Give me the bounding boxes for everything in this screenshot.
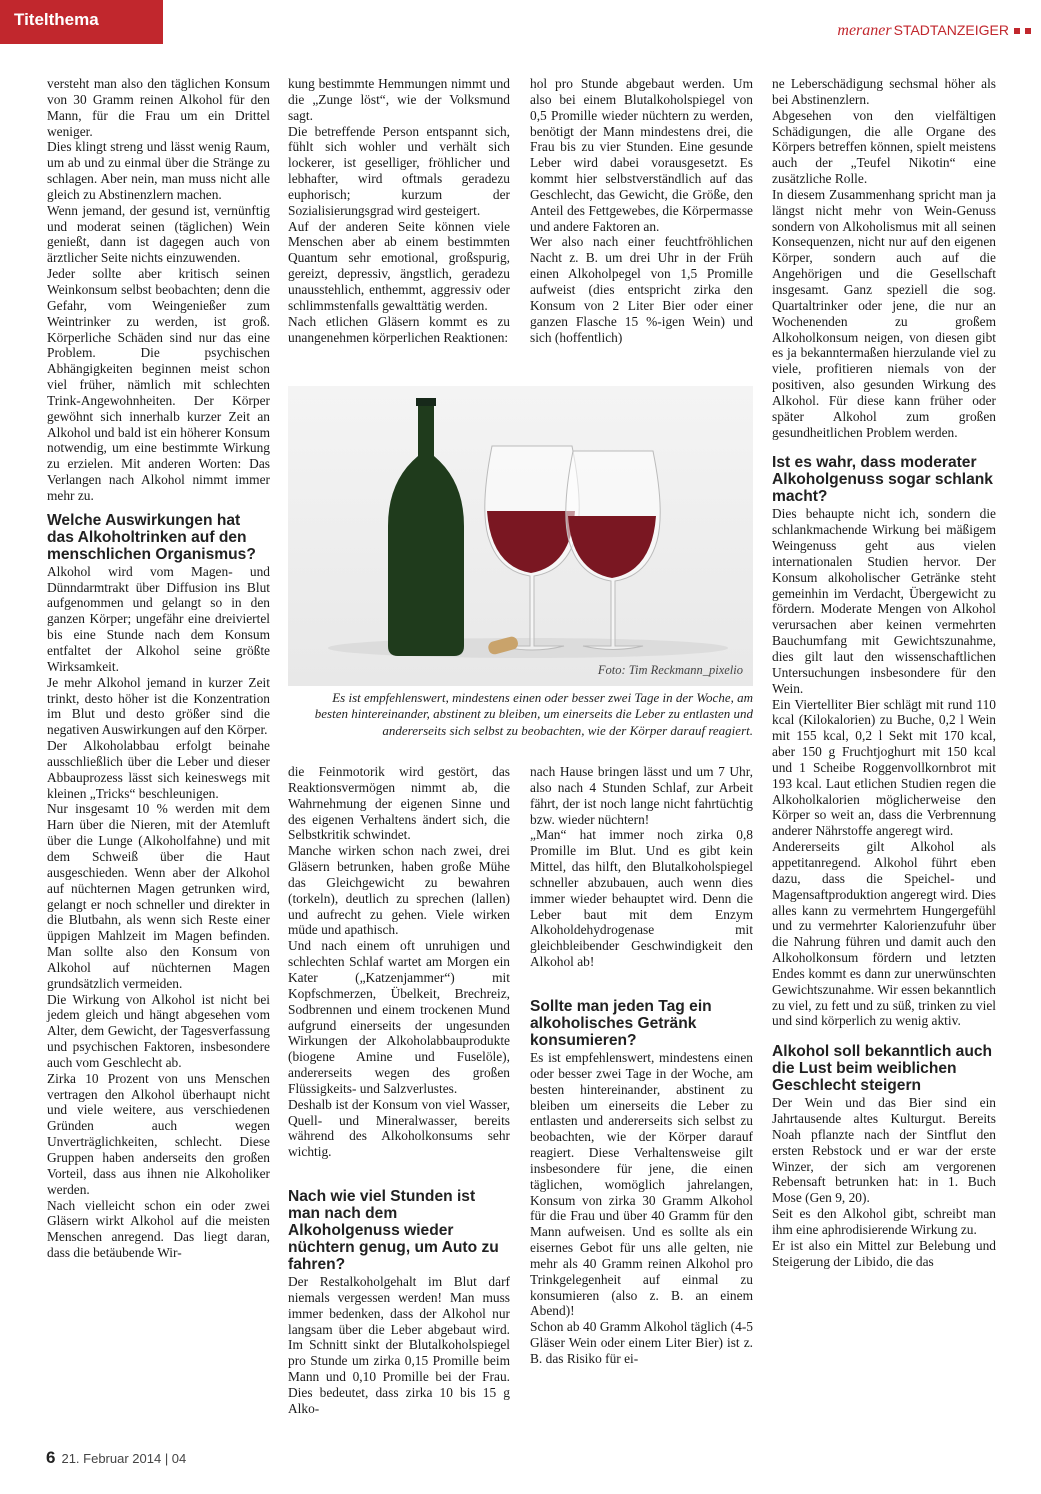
- paragraph: Abgesehen von den vielfältigen Schädigungen, die alle Organe des Körpers betreffen können, spielt meistens auch der „Teufel Nikotin“ eine zusätzliche Rolle.: [772, 107, 996, 187]
- section-tab: [0, 0, 163, 44]
- paragraph: Die Wirkung von Alkohol ist nicht bei jedem gleich und hängt abgesehen vom Alter, dem Gewicht, der Tagesverfassung und psychischen Faktoren, insbesondere auch vom Geschlecht ab.: [47, 991, 270, 1070]
- paragraph: Der Alkoholabbau erfolgt beinahe ausschließlich über die Leber und dieser Abbauprozess lässt sich keineswegs mit kleinen „Tricks“ beschleunigen.: [47, 738, 270, 801]
- section-label: Titelthema: [14, 10, 99, 29]
- photo-caption: Es ist empfehlenswert, mindestens einen oder besser zwei Tage in der Woche, am besten hintereinander, abstinent zu bleiben, um einerseits die Leber zu entlasten und andererseits sich selbst zu beobachten, wie der Körper darauf reagiert.: [314, 690, 753, 738]
- paragraph: Wenn jemand, der gesund ist, vernünftig und moderat seinen (täglichen) Wein genießt, dann ist dagegen auch von ärztlicher Seite nichts einzuwenden.: [47, 202, 270, 266]
- paragraph: Es ist empfehlenswert, mindestens einen oder besser zwei Tage in der Woche, am besten hintereinander, abstinent zu bleiben um einerseits die Leber zu entlasten und andererseits sich selbst zu beobachten, wie der Körper darauf reagiert. Diese Verhaltensweise gilt insbesondere für jene, die einen täglichen, womöglich jahrelangen, Konsum von zirka 30 Gramm Alkohol für die Frau und über 40 Gramm für den Mann aufweisen. Und es sollte als ein eisernes Gebot für uns alle gelten, nie mehr als 40 Gramm reinen Alkohol pro Trinkgelegenheit auf einmal zu konsumieren (also z. B. an einem Abend)!: [530, 1049, 753, 1319]
- column-4: [772, 76, 996, 1270]
- column-1: [47, 76, 270, 1261]
- paragraph: Der Restalkoholgehalt im Blut darf niemals vergessen werden! Man muss immer bedenken, dass der Alkohol nur langsam über die Leber abgebaut wird. Im Schnitt sinkt der Blutalkoholspiegel pro Stunde um zirka 0,15 Promille beim Mann und 0,10 Promille bei der Frau. Dies bedeutet, dass zirka 10 bis 15 g Alko-: [288, 1274, 510, 1416]
- paragraph: kung bestimmte Hemmungen nimmt und die „Zunge löst“, wie der Volksmund sagt.: [288, 76, 510, 123]
- paragraph: Und nach einem oft unruhigen und schlechten Schlaf wartet am Morgen ein Kater („Katzenjammer“) mit Kopfschmerzen, Übelkeit, Brechreiz, Sodbrennen und einem trockenen Mund aufgrund einerseits der ungesunden Wirkungen der Alkoholabbauprodukte (biogene Amine und Fuselöle), andererseits wegen des großen Flüssigkeits- und Salzverlustes.: [288, 938, 510, 1096]
- column-2-top: [288, 76, 510, 345]
- paragraph: In diesem Zusammenhang spricht man ja längst nicht mehr von Wein-Genuss sondern von Alkoholismus mit all seinen Konsequenzen, nicht nur auf den eigenen Körper, sondern auch auf die Angehörigen und die Gesellschaft insgesamt. Ganz speziell die sog. Quartaltrinker oder jene, die nur an Wochenenden zu großem Alkoholkonsum neigen, von diesen gibt es ja bekanntermaßen hierzulande viel zu viele, profitieren niemals von der positiven, also gesunden Wirkung des Alkohol. Für diese kann früher oder später Alkohol zum großen gesundheitlichen Problem werden.: [772, 186, 996, 440]
- section-heading: Sollte man jeden Tag ein alkoholisches Getränk konsumieren?: [530, 997, 712, 1049]
- paragraph: Je mehr Alkohol jemand in kurzer Zeit trinkt, desto höher ist die Konzentration im Blut und desto größer sind die negativen Auswirkungen auf den Körper.: [47, 674, 270, 738]
- paragraph: hol pro Stunde abgebaut werden. Um also bei einem Blutalkoholspiegel von 0,5 Promille wieder nüchtern zu werden, benötigt der Mann mindestens drei, die Frau bis zu vier Stunden. Eine gesunde Leber wird dabei vorausgesetzt. Es kommt hier selbstverständlich auf das Geschlecht, das Gewicht, die Größe, den Anteil des Fettgewebes, die Körpermasse und andere Faktoren an.: [530, 76, 753, 234]
- wine-bottle-glasses-image: [288, 386, 753, 686]
- issue-date: 21. Februar 2014 | 04: [61, 1451, 187, 1466]
- column-3-bottom: [530, 764, 753, 1367]
- paragraph: Die betreffende Person entspannt sich, fühlt sich wohler und verhält sich lockerer, ist geselliger, fröhlicher und lebhafter, wird oftmals geradezu euphorisch; kurzum der Sozialisierungsgrad wird gesteigert.: [288, 123, 510, 218]
- wine-photo: [288, 386, 753, 686]
- brand-script: meraner: [837, 22, 892, 39]
- page-number: 6: [46, 1448, 56, 1467]
- brand-square-icon: [1014, 28, 1020, 34]
- paragraph: Andererseits gilt Alkohol als appetitanregend. Alkohol führt eben dazu, dass die Speichel- und Magensaftproduktion angeregt wird. Dies alles kann zu vermehrtem Hungergefühl und zu vermehrter Kalorienzufuhr über die Nahrung führen und damit auch den Alkoholkonsum fördern und letzten Endes kommt es dann zur unerwünschten Gewichtszunahme. Wir essen bekanntlich zu viel, zu fett und zu süß, trinken zu viel und sind körperlich zu wenig aktiv.: [772, 839, 996, 1029]
- section-heading: Ist es wahr, dass moderater Alkoholgenuss sogar schlank macht?: [772, 454, 993, 506]
- paragraph: Wer also nach einer feuchtfröhlichen Nacht z. B. um drei Uhr in der Früh einen Alkoholpegel von 1,5 Promille aufweist (dies entspricht zirka den Konsum von 2 Liter Bier oder einer ganzen Flasche 15 %-igen Wein) und sich (hoffentlich): [530, 234, 753, 345]
- paragraph: Auf der anderen Seite können viele Menschen aber ab einem bestimmten Quantum sehr emotional, großspurig, gereizt, depressiv, ängstlich, geradezu unausstehlich, enthemmt, aggressiv oder schlimmstenfalls gewalttätig werden.: [288, 218, 510, 313]
- paragraph: Nach vielleicht schon ein oder zwei Gläsern wirkt Alkohol auf die meisten Menschen anregend. Das liegt daran, dass die betäubende Wir-: [47, 1197, 270, 1261]
- paragraph: Zirka 10 Prozent von uns Menschen vertragen den Alkohol überhaupt nicht und viele weitere, aus verschiedenen Gründen auch wegen Unverträglichkeiten, schlecht. Diese Gruppen haben anderseits den großen Vorteil, dass aus ihnen nie Alkoholiker werden.: [47, 1070, 270, 1197]
- paragraph: Der Wein und das Bier sind ein Jahrtausende altes Kulturgut. Bereits Noah pflanzte nach der Sintflut den ersten Rebstock und er war der erste Winzer, der sich am vergorenen Rebensaft betrunken hat: in 1. Buch Mose (Gen 9, 20).: [772, 1095, 996, 1206]
- publication-logo: [837, 22, 1031, 40]
- paragraph: die Feinmotorik wird gestört, das Reaktionsvermögen nimmt ab, die Wahrnehmung der eigenen Sinne und des eigenen Verhaltens ändert sich, die Selbstkritik schwindet.: [288, 764, 510, 843]
- brand-text: STADTANZEIGER: [893, 22, 1009, 38]
- paragraph: Jeder sollte aber kritisch seinen Weinkonsum selbst beobachten; denn die Gefahr, vom Weingenießer zum Weintrinker zu werden, ist groß. Körperliche Schäden sind nur das eine Problem. Die psychischen Abhängigkeiten beginnen meist schon viel früher, nämlich mit schlechten Trink-Angewohnheiten. Der Körper gewöhnt sich innerhalb kurzer Zeit an Alkohol und bald ist ein höherer Konsum notwendig, um eine bestimmte Wirkung zu erzielen. Mit anderen Worten: Das Verlangen nach Alkohol nimmt immer mehr zu.: [47, 266, 270, 503]
- paragraph: Schon ab 40 Gramm Alkohol täglich (4-5 Gläser Wein oder einem Liter Bier) ist z. B. das Risiko für ei-: [530, 1319, 753, 1366]
- column-2-bottom: [288, 764, 510, 1417]
- paragraph: Dies behaupte nicht ich, sondern die schlankmachende Wirkung bei mäßigem Weingenuss geht aus vielen internationalen Studien hervor. Der Konsum alkoholischer Getränke steht gemeinhin im Verdacht, Übergewicht zu fördern. Moderate Mengen von Alkohol verursachen aber keinen vermehrten Bauchumfang mit Gewichtszunahme, dies gilt laut den wissenschaftlichen Untersuchungen insbesondere für den Wein.: [772, 506, 996, 696]
- paragraph: nach Hause bringen lässt und um 7 Uhr, also nach 4 Stunden Schlaf, zur Arbeit fährt, der ist noch lange nicht fahrtüchtig bzw. wieder nüchtern!: [530, 764, 753, 827]
- paragraph: Deshalb ist der Konsum von viel Wasser, Quell- und Mineralwasser, bereits während des Alkoholkonsums sehr wichtig.: [288, 1096, 510, 1160]
- paragraph: Ein Viertelliter Bier schlägt mit rund 110 kcal (Kilokalorien) zu Buche, 0,2 l Wein mit 155 kcal, 0,2 l Sekt mit 170 kcal, aber 150 g Fruchtjoghurt mit 150 kcal und 1 Scheibe Roggenvollkornbrot mit 193 kcal. Laut etlichen Studien regen die Alkoholkalorien möglicherweise den Körper so weit an, dass die Verbrennung anderer Nährstoffe angeregt wird.: [772, 696, 996, 839]
- paragraph: ne Leberschädigung sechsmal höher als bei Abstinenzlern.: [772, 76, 996, 107]
- column-3-top: [530, 76, 753, 345]
- paragraph: Nach etlichen Gläsern kommt es zu unangenehmen körperlichen Reaktionen:: [288, 313, 510, 345]
- paragraph: Er ist also ein Mittel zur Belebung und Steigerung der Libido, die das: [772, 1237, 996, 1269]
- paragraph: „Man“ hat immer noch zirka 0,8 Promille im Blut. Und es gibt kein Mittel, das hilft, den Blutalkoholspiegel schneller abzubauen, auch wenn dies immer wieder behauptet wird. Denn die Leber baut mit dem Enzym Alkoholdehydrogenase mit gleichbleibender Geschwindigkeit den Alkohol ab!: [530, 827, 753, 970]
- section-heading: Nach wie viel Stunden ist man nach dem Alkoholgenuss wieder nüchtern genug, um Auto zu fahren?: [288, 1188, 499, 1274]
- photo-credit: Foto: Tim Reckmann_pixelio: [597, 663, 743, 677]
- section-heading: Welche Auswirkungen hat das Alkoholtrinken auf den menschlichen Organismus?: [47, 511, 256, 563]
- brand-square-icon: [1025, 28, 1031, 34]
- paragraph: Alkohol wird vom Magen- und Dünndarmtrakt über Diffusion ins Blut aufgenommen und gelangt so in den ganzen Körper; ungefähr eine dreiviertel bis eine Stunde nach dem Konsum entfaltet der Alkohol seine größte Wirksamkeit.: [47, 563, 270, 674]
- paragraph: Manche wirken schon nach zwei, drei Gläsern betrunken, haben große Mühe das Gleichgewicht zu bewahren (torkeln), deutlich zu sprechen (lallen) und aufrecht zu gehen. Viele wirken müde und apathisch.: [288, 843, 510, 938]
- page-footer: [46, 1448, 186, 1468]
- paragraph: Nur insgesamt 10 % werden mit dem Harn über die Nieren, mit der Atemluft über die Lunge (Alkoholfahne) und mit dem Schweiß über die Haut ausgeschieden. Wenn aber der Alkohol auf nüchternen Magen getrunken wird, gelangt er noch schneller und direkter in die Blutbahn, als wenn sich Reste einer üppigen Mahlzeit im Magen befinden. Man sollte also den Konsum von Alkohol auf nüchternen Magen grundsätzlich vermeiden.: [47, 801, 270, 991]
- paragraph: versteht man also den täglichen Konsum von 30 Gramm reinen Alkohol für den Mann, für die Frau um ein Drittel weniger.: [47, 76, 270, 139]
- paragraph: Seit es den Alkohol gibt, schreibt man ihm eine aphrodisierende Wirkung zu.: [772, 1206, 996, 1237]
- paragraph: Dies klingt streng und lässt wenig Raum, um ab und zu einmal über die Stränge zu schlagen. Aber nein, man muss nicht alle gleich zu Abstinenzlern machen.: [47, 139, 270, 202]
- section-heading: Alkohol soll bekanntlich auch die Lust beim weiblichen Geschlecht steigern: [772, 1043, 993, 1095]
